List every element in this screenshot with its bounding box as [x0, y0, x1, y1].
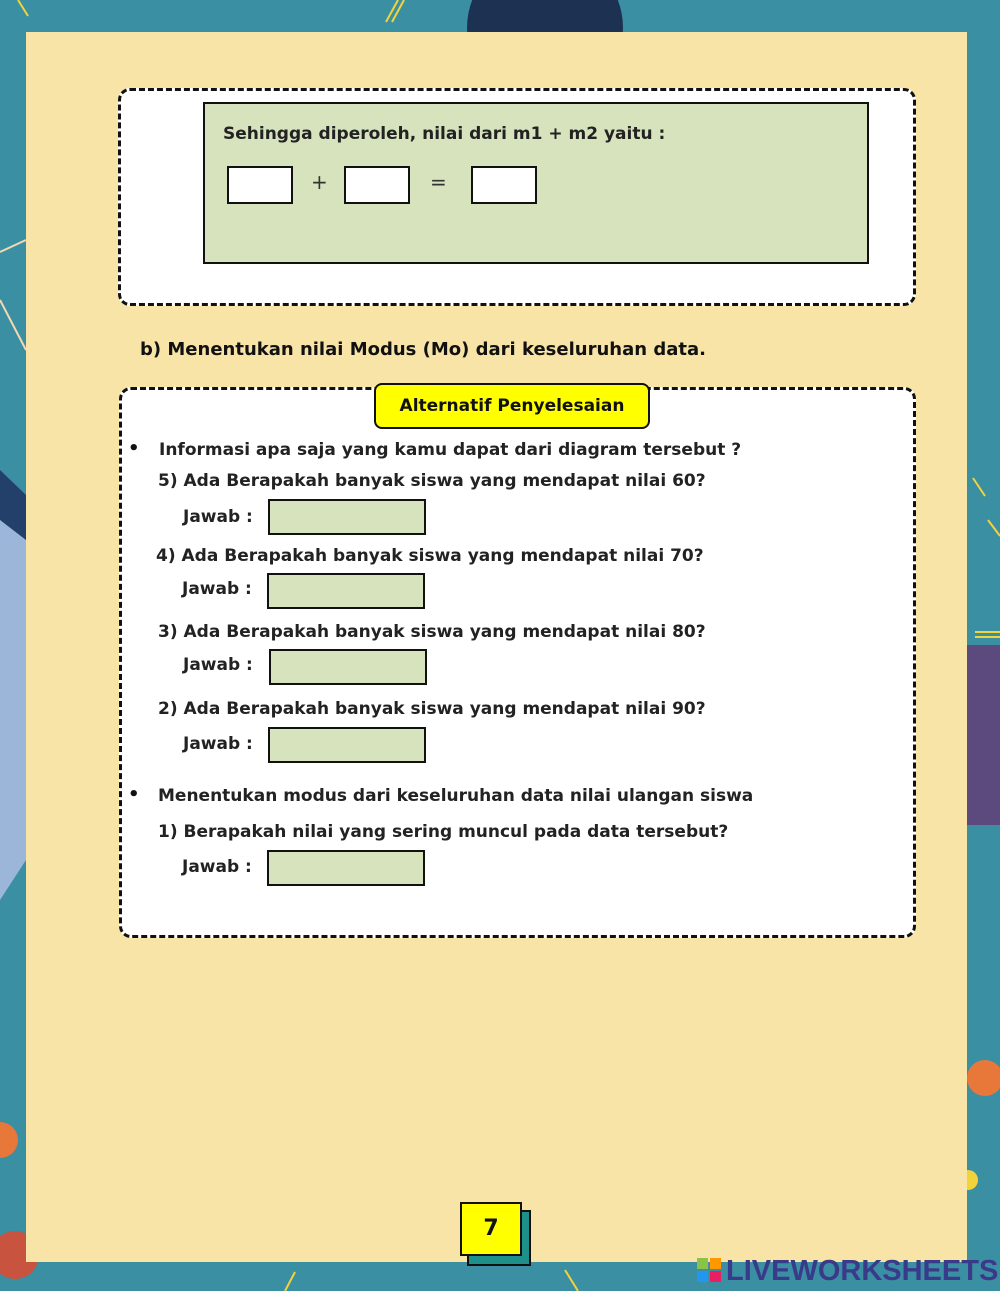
plus-sign: + — [311, 170, 328, 194]
equals-sign: = — [430, 170, 447, 194]
jawab-label: Jawab : — [183, 734, 253, 754]
bullet-modus: Menentukan modus dari keseluruhan data nilai ulangan siswa — [158, 786, 754, 806]
jawab-label: Jawab : — [183, 655, 253, 675]
question-5: 5) Ada Berapakah banyak siswa yang mendapat nilai 60? — [158, 471, 706, 491]
answer-80-input[interactable] — [269, 649, 427, 685]
answer-modus-input[interactable] — [267, 850, 425, 886]
jawab-label: Jawab : — [182, 857, 252, 877]
sum-title: Sehingga diperoleh, nilai dari m1 + m2 yaitu : — [223, 124, 666, 144]
question-3: 3) Ada Berapakah banyak siswa yang mendapat nilai 80? — [158, 622, 706, 642]
sum-result-input[interactable] — [471, 166, 537, 204]
bullet-info: Informasi apa saja yang kamu dapat dari diagram tersebut ? — [159, 440, 742, 460]
sum-panel — [203, 102, 869, 264]
m1-input[interactable] — [227, 166, 293, 204]
worksheet-page — [26, 32, 967, 1262]
bullet-icon: • — [128, 784, 140, 805]
liveworksheets-brand[interactable]: LIVEWORKSHEETS — [726, 1255, 999, 1287]
alternative-badge: Alternatif Penyelesaian — [374, 383, 650, 429]
answer-70-input[interactable] — [267, 573, 425, 609]
question-4: 4) Ada Berapakah banyak siswa yang mendapat nilai 70? — [156, 546, 704, 566]
m2-input[interactable] — [344, 166, 410, 204]
page-number: 7 — [460, 1202, 522, 1256]
bullet-icon: • — [128, 438, 140, 459]
answer-90-input[interactable] — [268, 727, 426, 763]
section-b-heading: b) Menentukan nilai Modus (Mo) dari keseluruhan data. — [140, 339, 706, 360]
question-2: 2) Ada Berapakah banyak siswa yang mendapat nilai 90? — [158, 699, 706, 719]
sum-dashed-box — [118, 88, 916, 306]
liveworksheets-logo-icon — [697, 1258, 721, 1282]
answer-60-input[interactable] — [268, 499, 426, 535]
question-1: 1) Berapakah nilai yang sering muncul pada data tersebut? — [158, 822, 729, 842]
jawab-label: Jawab : — [182, 579, 252, 599]
jawab-label: Jawab : — [183, 507, 253, 527]
